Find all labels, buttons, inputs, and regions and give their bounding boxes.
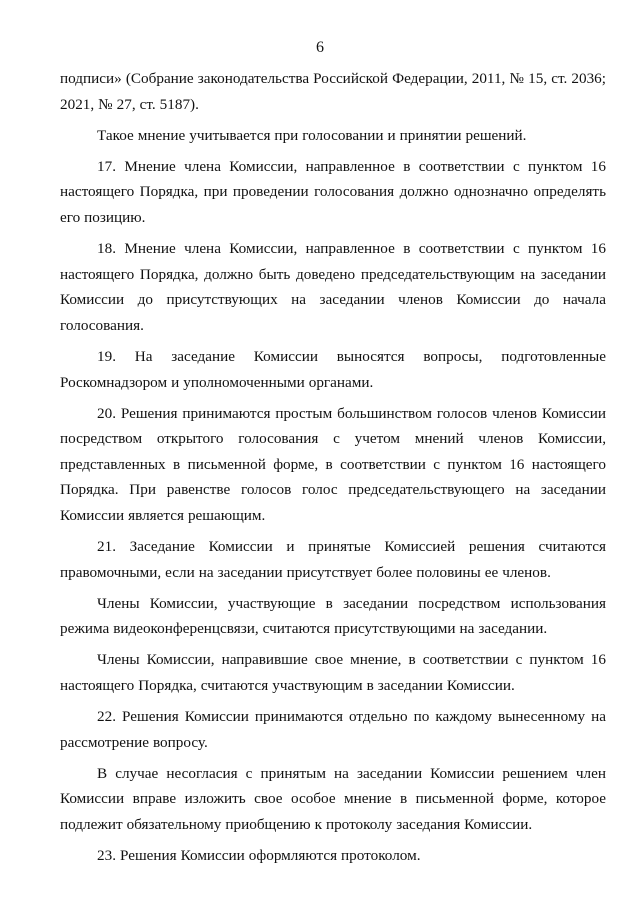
paragraph-dissent: В случае несогласия с принятым на заседании Комиссии решением член Комиссии вправе изложить свое особое мнение в письменной форме, которое подлежит обязательному приобщению к протоколу заседания Комиссии. bbox=[60, 764, 606, 834]
paragraph-20: 20. Решения принимаются простым большинством голосов членов Комиссии посредством открытого голосования с учетом мнений членов Комиссии, представленных в письменной форме, в соответствии с пунктом 16 настоящего Порядка. При равенстве голосов голос председательствующего на заседании Комиссии является решающим. bbox=[60, 404, 606, 524]
paragraph-21: 21. Заседание Комиссии и принятые Комиссией решения считаются правомочными, если на заседании присутствует более половины ее членов. bbox=[60, 538, 606, 581]
paragraph-19: 19. На заседание Комиссии выносятся вопросы, подготовленные Роскомнадзором и уполномоченными органами. bbox=[60, 347, 606, 391]
paragraph-videoconference: Члены Комиссии, участвующие в заседании посредством использования режима видеоконференцсвязи, считаются присутствующими на заседании. bbox=[60, 594, 606, 638]
paragraph-23: 23. Решения Комиссии оформляются протоколом. bbox=[97, 847, 421, 865]
page-number: 6 bbox=[316, 39, 324, 56]
paragraph-sent-opinion: Члены Комиссии, направившие свое мнение, в соответствии с пунктом 16 настоящего Порядка, считаются участвующим в заседании Комиссии. bbox=[60, 651, 606, 695]
paragraph-continuation: подписи» (Собрание законодательства Российской Федерации, 2011, № 15, ст. 2036; 2021, № 27, ст. 5187). bbox=[60, 70, 606, 113]
document-body bbox=[60, 66, 606, 874]
paragraph-17: 17. Мнение члена Комиссии, направленное в соответствии с пунктом 16 настоящего Порядка, при проведении голосования должно однозначно определять его позицию. bbox=[60, 157, 606, 226]
paragraph-18: 18. Мнение члена Комиссии, направленное в соответствии с пунктом 16 настоящего Порядка, должно быть доведено председательствующим на заседании Комиссии до присутствующих на заседании членов Комиссии до начала голосования. bbox=[60, 240, 606, 334]
paragraph-opinion-considered: Такое мнение учитывается при голосовании и принятии решений. bbox=[97, 126, 527, 144]
paragraph-22: 22. Решения Комиссии принимаются отдельно по каждому вынесенному на рассмотрение вопросу. bbox=[60, 708, 606, 751]
